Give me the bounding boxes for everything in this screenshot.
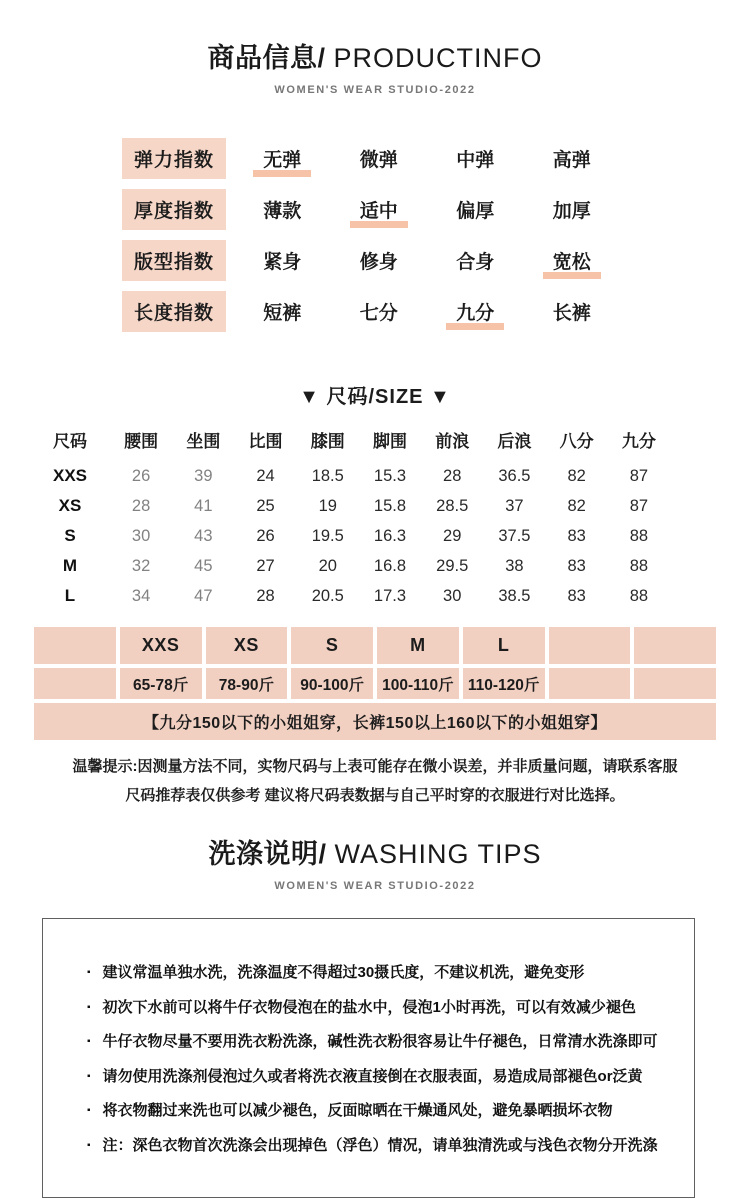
weight-empty-cell <box>34 627 116 664</box>
size-value-cell: 36.5 <box>498 466 531 485</box>
index-label: 长度指数 <box>122 291 226 332</box>
size-value-cell: 32 <box>131 556 151 575</box>
bullet-square-icon: ▪ <box>87 1070 91 1082</box>
size-value-cell: 88 <box>629 586 649 605</box>
index-option-label: 七分 <box>359 303 398 324</box>
selected-underline-highlight <box>543 272 601 279</box>
washing-tip-text: 初次下水前可以将牛仔衣物侵泡在的盐水中，侵泡1小时再洗，可以有效减少褪色 <box>102 998 636 1016</box>
index-option-label: 宽松 <box>552 252 591 273</box>
index-option <box>234 298 330 325</box>
index-option-label: 高弹 <box>552 150 591 171</box>
weight-size-cell: M <box>377 627 459 664</box>
index-option-selected <box>331 196 427 223</box>
index-options <box>234 196 620 223</box>
weight-range-cell: 110-120斤 <box>463 668 545 699</box>
index-option <box>523 196 619 223</box>
size-name-cell: XXS <box>52 466 88 485</box>
index-option-label: 短裤 <box>263 303 302 324</box>
index-option-selected <box>523 247 619 274</box>
size-value-cell: 88 <box>629 526 649 545</box>
washing-tip-text: 将衣物翻过来洗也可以减少褪色，反面晾晒在干燥通风处，避免暴晒损坏衣物 <box>102 1102 613 1119</box>
size-table-body <box>30 461 670 611</box>
size-value-cell: 34 <box>131 586 151 605</box>
size-value-cell: 47 <box>194 586 213 605</box>
size-value-cell: 19 <box>318 496 337 515</box>
size-value-cell: 29 <box>443 526 462 545</box>
washing-tip-item <box>87 956 676 991</box>
size-value-cell: 88 <box>629 556 649 575</box>
size-value-cell: 25 <box>256 496 275 515</box>
product-info-header <box>0 0 750 96</box>
size-value-cell: 30 <box>443 586 462 605</box>
index-option-label: 紧身 <box>263 252 302 273</box>
weight-size-cell: S <box>291 627 373 664</box>
reminder-line: 温馨提示:因测量方法不同，实物尺码与上表可能存在微小误差，并非质量问题，请联系客服 <box>72 758 678 775</box>
size-value-cell: 27 <box>256 556 275 575</box>
size-value-cell: 41 <box>194 496 213 515</box>
index-option <box>234 247 330 274</box>
weight-range-cell: 65-78斤 <box>120 668 202 699</box>
index-option-label: 加厚 <box>552 201 591 222</box>
size-value-cell: 26 <box>256 526 275 545</box>
size-value-cell: 83 <box>567 526 586 545</box>
index-option <box>331 145 427 172</box>
weight-size-cell: L <box>463 627 545 664</box>
size-table-header-cell: 脚围 <box>372 431 407 451</box>
size-value-cell: 19.5 <box>311 526 344 545</box>
size-value-cell: 28 <box>256 586 275 605</box>
size-value-cell: 87 <box>629 496 649 515</box>
size-value-cell: 28 <box>443 466 462 485</box>
size-value-cell: 15.3 <box>373 466 407 485</box>
bullet-square-icon: ▪ <box>87 967 91 978</box>
weight-range-cell: 100-110斤 <box>377 668 459 699</box>
size-value-cell: 82 <box>567 496 586 515</box>
studio-subtitle: WOMEN'S WEAR STUDIO-2022 <box>274 880 476 892</box>
index-option-label: 修身 <box>359 252 398 273</box>
weight-empty-cell <box>34 668 116 699</box>
size-table-row <box>30 461 670 491</box>
size-name-cell: XS <box>58 496 82 515</box>
size-value-cell: 38 <box>505 556 524 575</box>
page-title-en: PRODUCTINFO <box>333 43 543 73</box>
washing-title-zh: 洗涤说明/ <box>208 839 327 869</box>
size-value-cell: 39 <box>194 466 213 485</box>
index-options <box>234 298 620 325</box>
size-table-header-cell: 前浪 <box>435 431 470 451</box>
weight-empty-cell <box>549 668 631 699</box>
size-value-cell: 37 <box>505 496 524 515</box>
index-options <box>234 145 620 172</box>
index-label: 弹力指数 <box>122 138 226 179</box>
size-table-header-cell: 腰围 <box>124 431 159 451</box>
size-table-head <box>30 425 670 461</box>
size-value-cell: 15.8 <box>373 496 407 515</box>
index-option <box>331 298 427 325</box>
size-value-cell: 16.3 <box>373 526 407 545</box>
size-table-header-cell: 尺码 <box>53 431 87 451</box>
index-option <box>523 298 619 325</box>
weight-empty-cell <box>549 627 631 664</box>
index-option-label: 无弹 <box>263 150 302 171</box>
size-table-header-cell: 膝围 <box>310 431 345 451</box>
washing-tip-item <box>87 1094 676 1129</box>
size-table-row <box>30 491 670 521</box>
size-value-cell: 38.5 <box>498 586 531 605</box>
size-value-cell: 24 <box>256 466 275 485</box>
index-label: 厚度指数 <box>122 189 226 230</box>
washing-tips-box <box>42 918 695 1198</box>
size-value-cell: 83 <box>567 556 586 575</box>
bullet-square-icon: ▪ <box>87 1139 91 1151</box>
weight-recommendation-table <box>34 627 716 699</box>
weight-range-cell: 78-90斤 <box>206 668 288 699</box>
index-label: 版型指数 <box>122 240 226 281</box>
index-row <box>122 140 620 177</box>
size-chart-table <box>30 425 670 611</box>
size-table-header-cell: 坐围 <box>186 431 221 451</box>
washing-tip-text: 注：深色衣物首次洗涤会出现掉色（浮色）情况，请单独清洗或与浅色衣物分开洗涤 <box>102 1136 658 1154</box>
index-option-label: 九分 <box>456 303 495 324</box>
index-option <box>427 247 523 274</box>
washing-tip-text: 牛仔衣物尽量不要用洗衣粉洗涤，碱性洗衣粉很容易让牛仔褪色，日常清水洗涤即可 <box>102 1033 658 1050</box>
size-value-cell: 28.5 <box>436 496 469 515</box>
size-table-header-cell: 八分 <box>559 431 594 451</box>
selected-underline-highlight <box>253 170 311 177</box>
size-table-header-cell: 九分 <box>621 431 656 451</box>
index-option-label: 中弹 <box>456 150 495 171</box>
weight-empty-cell <box>634 668 716 699</box>
size-name-cell: M <box>62 556 78 575</box>
index-option-selected <box>427 298 523 325</box>
size-value-cell: 20.5 <box>311 586 344 605</box>
size-name-cell: L <box>64 586 76 605</box>
size-table-header-cell: 比围 <box>248 431 283 451</box>
bullet-square-icon: ▪ <box>87 1001 91 1013</box>
index-option <box>427 196 523 223</box>
washing-tip-item <box>87 1060 676 1095</box>
size-value-cell: 16.8 <box>373 556 407 575</box>
size-value-cell: 45 <box>194 556 213 575</box>
weight-size-cell: XXS <box>120 627 202 664</box>
index-row <box>122 293 620 330</box>
size-table-header-row <box>30 425 670 461</box>
weight-size-cell: XS <box>206 627 288 664</box>
index-option <box>331 247 427 274</box>
size-value-cell: 30 <box>131 526 151 545</box>
washing-tip-text: 请勿使用洗涤剂侵泡过久或者将洗衣液直接倒在衣服表面，易造成局部褪色or泛黄 <box>102 1067 643 1085</box>
height-fit-note: 【九分150以下的小姐姐穿，长裤150以上160以下的小姐姐穿】 <box>34 703 716 740</box>
size-value-cell: 29.5 <box>436 556 469 575</box>
index-row <box>122 242 620 279</box>
bullet-square-icon: ▪ <box>87 1105 91 1116</box>
index-option-label: 合身 <box>456 252 495 273</box>
index-option-label: 长裤 <box>552 303 591 324</box>
index-option-label: 微弹 <box>359 150 398 171</box>
index-options <box>234 247 620 274</box>
bullet-square-icon: ▪ <box>87 1036 91 1047</box>
size-value-cell: 18.5 <box>311 466 344 485</box>
size-value-cell: 17.3 <box>373 586 407 605</box>
size-value-cell: 26 <box>131 466 151 485</box>
size-name-cell: S <box>64 526 76 545</box>
washing-title <box>0 832 750 871</box>
index-option <box>427 145 523 172</box>
size-value-cell: 20 <box>318 556 337 575</box>
washing-tip-item <box>87 991 676 1026</box>
index-option-label: 适中 <box>359 201 398 222</box>
weight-empty-cell <box>634 627 716 664</box>
washing-tips-header <box>0 832 750 892</box>
size-value-cell: 83 <box>567 586 586 605</box>
size-table-header-cell: 后浪 <box>497 431 532 451</box>
weight-range-cell: 90-100斤 <box>291 668 373 699</box>
index-option-label: 薄款 <box>263 201 302 222</box>
size-table-row <box>30 521 670 551</box>
studio-subtitle: WOMEN'S WEAR STUDIO-2022 <box>274 84 476 96</box>
page-title <box>0 36 750 75</box>
size-section-title: ▼ 尺码/SIZE ▼ <box>299 386 451 408</box>
size-table-row <box>30 581 670 611</box>
size-table-row <box>30 551 670 581</box>
page-title-zh: 商品信息/ <box>207 43 326 73</box>
size-value-cell: 82 <box>567 466 586 485</box>
washing-tip-item <box>87 1129 676 1164</box>
size-value-cell: 37.5 <box>498 526 531 545</box>
washing-tip-item <box>87 1025 676 1060</box>
selected-underline-highlight <box>350 221 408 228</box>
washing-title-en: WASHING TIPS <box>334 839 542 869</box>
index-option-selected <box>234 145 330 172</box>
size-value-cell: 87 <box>629 466 649 485</box>
index-row <box>122 191 620 228</box>
index-option <box>523 145 619 172</box>
selected-underline-highlight <box>446 323 504 330</box>
washing-tip-text: 建议常温单独水洗，洗涤温度不得超过30摄氏度，不建议机洗，避免变形 <box>102 964 585 981</box>
product-index-section <box>122 140 620 330</box>
index-option-label: 偏厚 <box>456 201 495 222</box>
size-value-cell: 28 <box>131 496 151 515</box>
index-option <box>234 196 330 223</box>
reminder-line: 尺码推荐表仅供参考 建议将尺码表数据与自己平时穿的衣服进行对比选择。 <box>125 787 625 804</box>
size-value-cell: 43 <box>194 526 213 545</box>
measurement-reminder <box>0 752 750 810</box>
